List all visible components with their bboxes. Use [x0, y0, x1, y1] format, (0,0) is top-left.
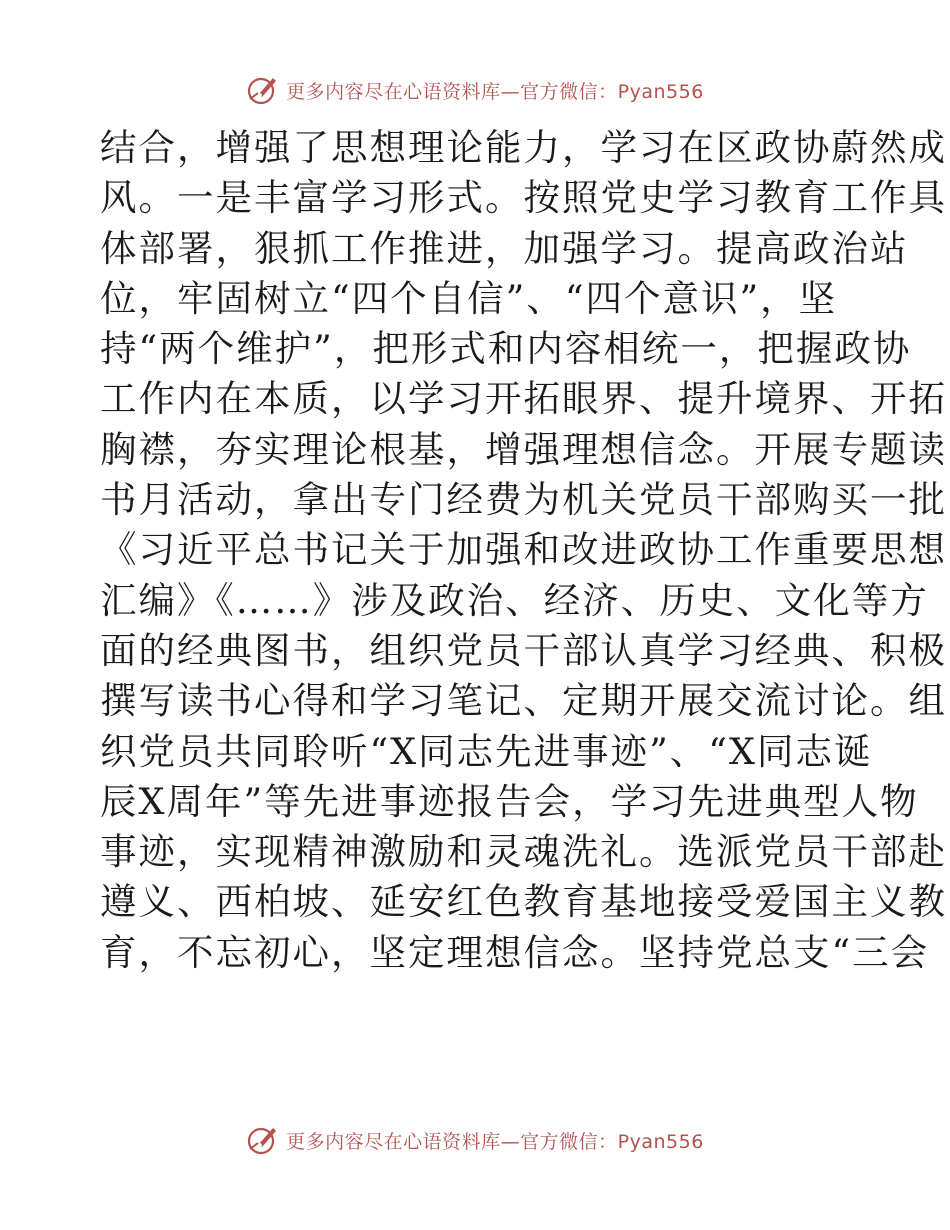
text-line: 结合，增强了思想理论能力，学习在区政协蔚然成	[100, 126, 947, 169]
text-line: 育，不忘初心，坚定理想信念。坚持党总支“三会	[100, 930, 930, 974]
text-line: 工作内在本质，以学习开拓眼界、提升境界、开拓	[100, 377, 947, 421]
footer-banner-text: 更多内容尽在心语资料库—官方微信：Pyan556	[286, 1130, 704, 1153]
text-line: 撰写读书心得和学习笔记、定期开展交流讨论。组	[100, 679, 947, 723]
text-line: 辰X周年”等先进事迹报告会，学习先进典型人物	[100, 779, 919, 823]
text-line: 织党员共同聆听“X同志先进事迹”、“X同志诞	[100, 729, 873, 773]
pen-nib-logo-icon	[246, 73, 280, 107]
document-body	[100, 123, 947, 978]
text-line: 汇编》《……》涉及政治、经济、历史、文化等方	[100, 578, 929, 622]
text-line: 书月活动，拿出专门经费为机关党员干部购买一批	[100, 478, 947, 522]
text-line: 事迹，实现精神激励和灵魂洗礼。选派党员干部赴	[100, 830, 947, 874]
text-line: 《习近平总书记关于加强和改进政协工作重要思想	[100, 528, 947, 572]
text-line: 体部署，狠抓工作推进，加强学习。提高政治站	[100, 226, 909, 270]
header-banner	[0, 70, 950, 110]
pen-nib-logo-icon	[246, 1123, 280, 1157]
text-line: 位，牢固树立“四个自信”、“四个意识”，坚	[100, 276, 838, 320]
footer-banner	[0, 1120, 950, 1160]
text-line: 面的经典图书，组织党员干部认真学习经典、积极	[100, 628, 947, 672]
text-line: 遵义、西柏坡、延安红色教育基地接受爱国主义教	[100, 880, 947, 924]
text-line: 风。一是丰富学习形式。按照党史学习教育工作具	[100, 176, 947, 220]
text-line: 胸襟，夯实理论根基，增强理想信念。开展专题读	[100, 427, 947, 471]
text-line: 持“两个维护”，把形式和内容相统一，把握政协	[100, 327, 912, 371]
header-banner-text: 更多内容尽在心语资料库—官方微信：Pyan556	[286, 80, 704, 103]
